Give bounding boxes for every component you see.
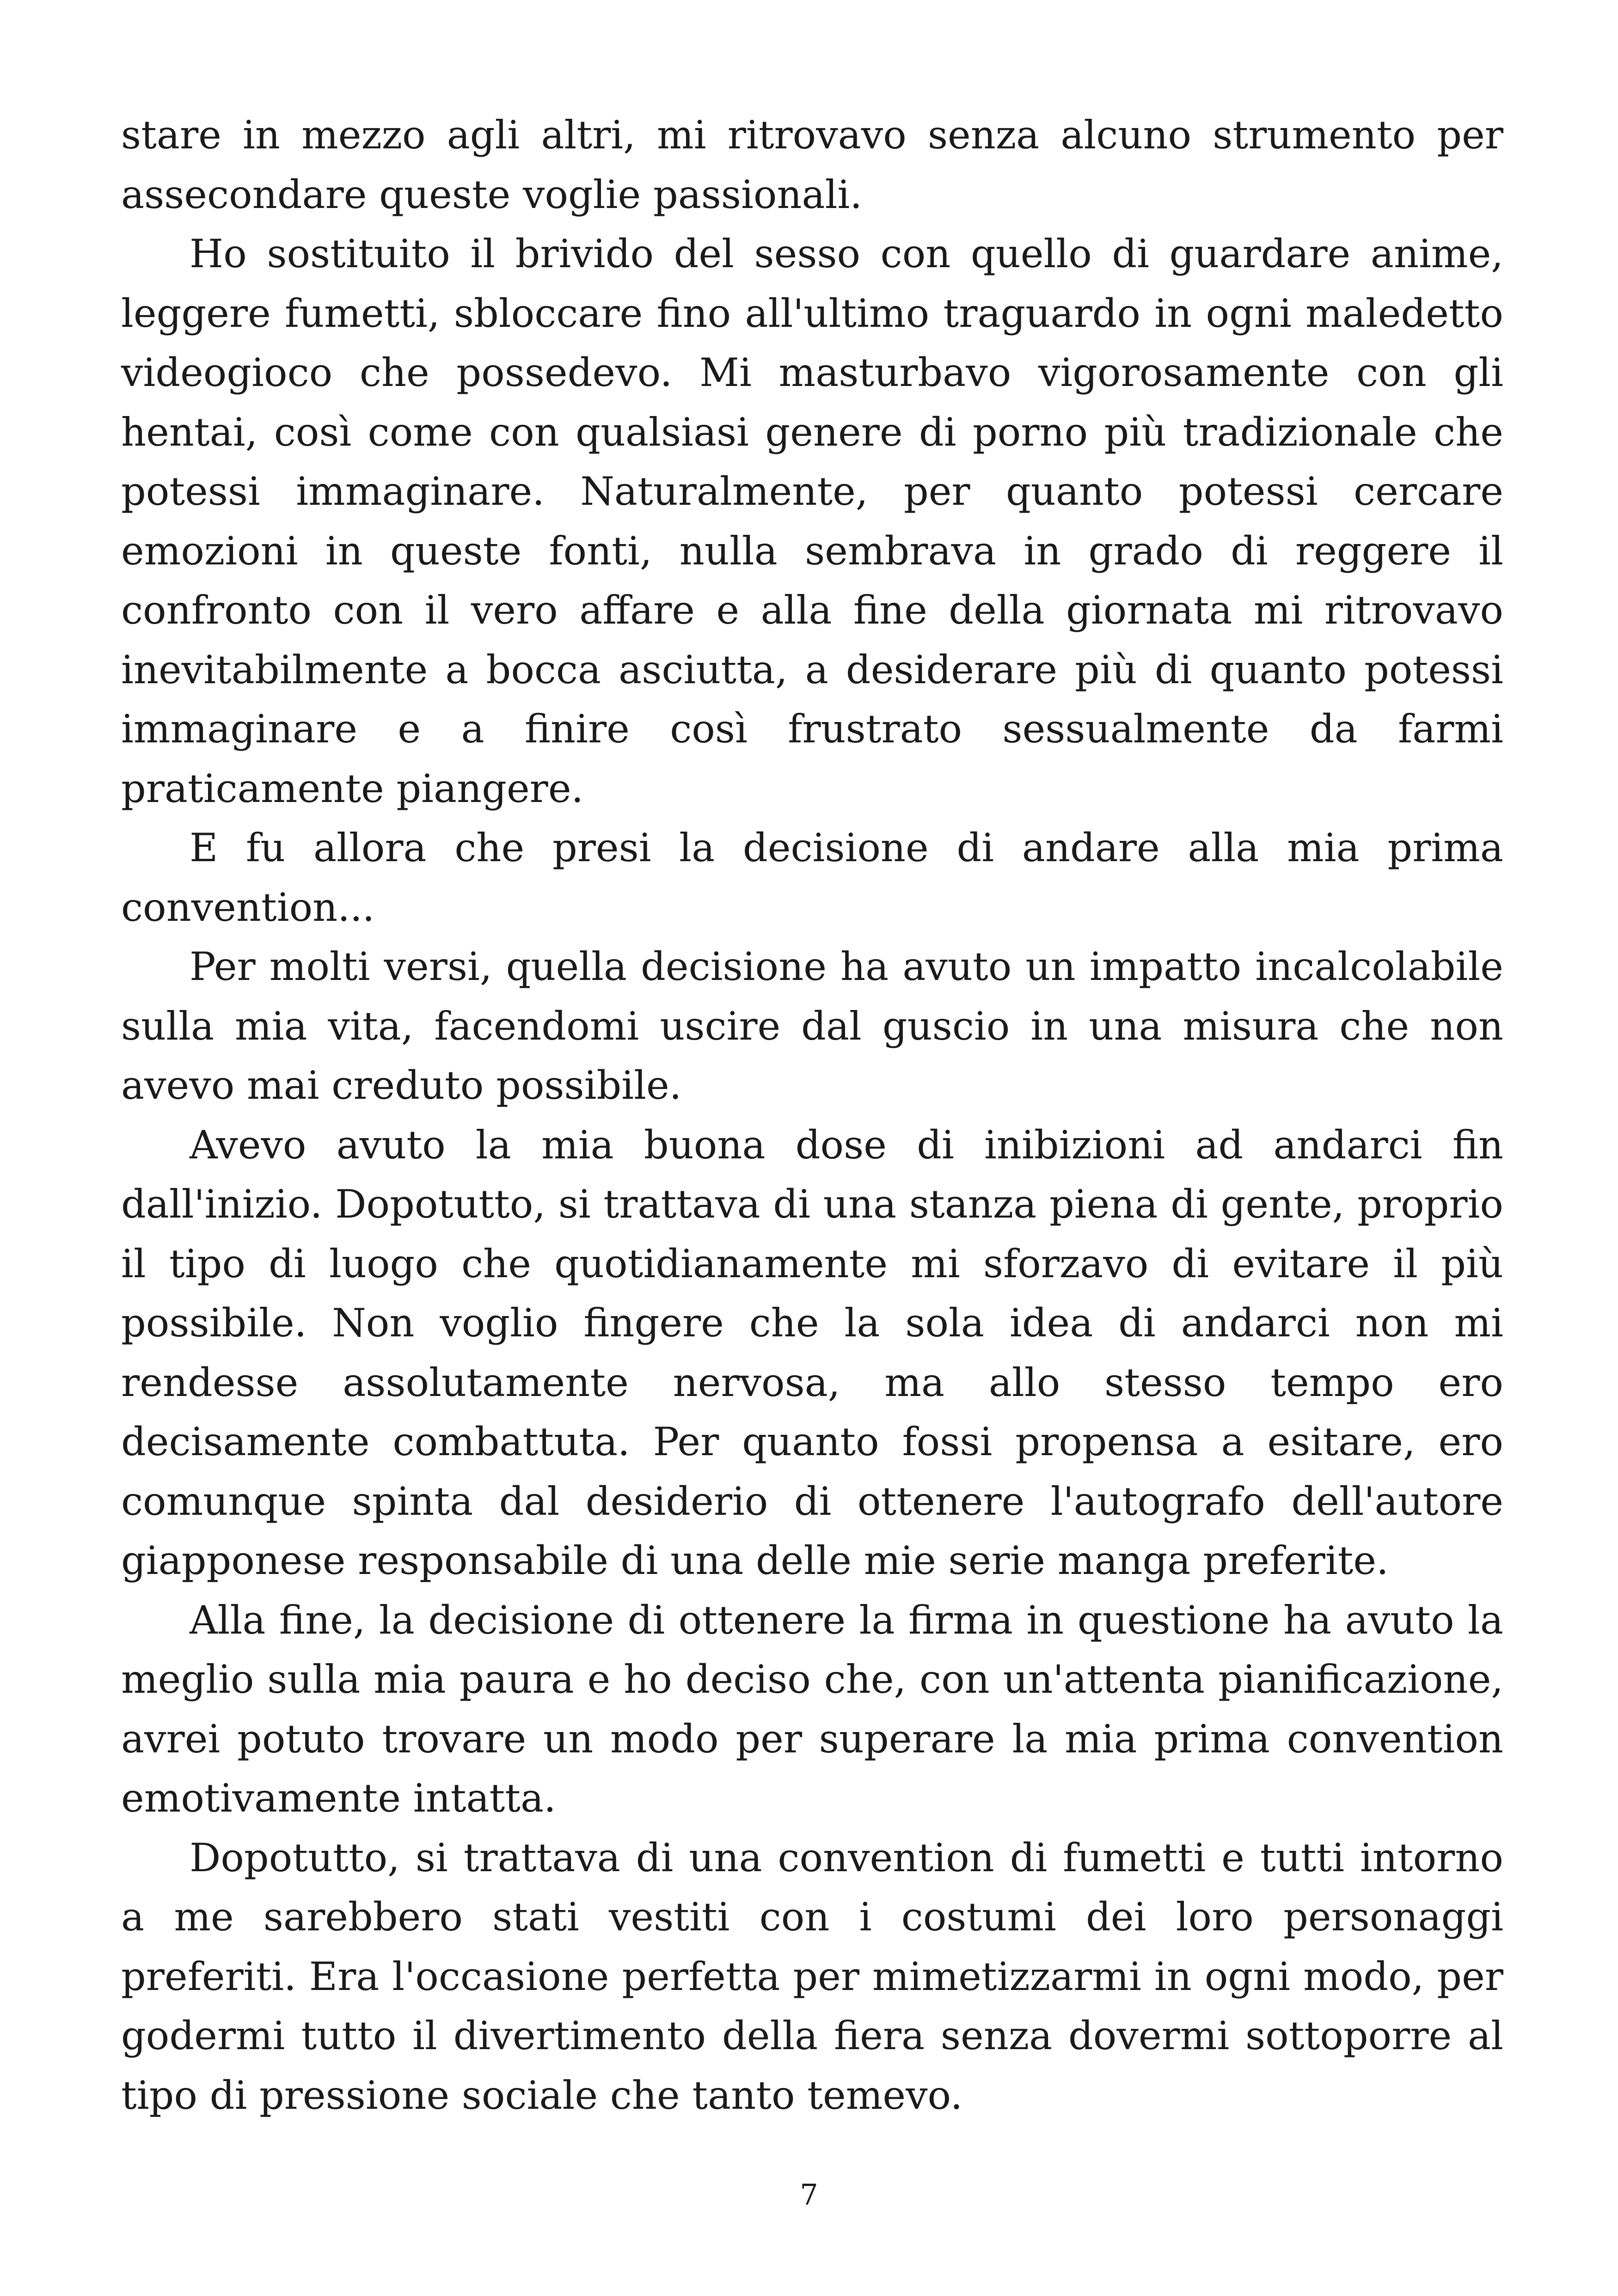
paragraph: Alla fine, la decisione di ottenere la firma in questione ha avuto la meglio sulla mia paura e ho deciso che, con un'attenta pianificazione, avrei potuto trovare un modo per superare la mia prima convention emotivamente intatta. (121, 1597, 1503, 1821)
page-number: 7 (800, 2178, 818, 2211)
paragraph-continuation: stare in mezzo agli altri, mi ritrovavo senza alcuno strumento per assecondare queste voglie passionali. (121, 112, 1503, 217)
paragraph: Per molti versi, quella decisione ha avuto un impatto incalcolabile sulla mia vita, facendomi uscire dal guscio in una misura che non avevo mai creduto possibile. (121, 944, 1503, 1108)
paragraph: E fu allora che presi la decisione di andare alla mia prima convention... (121, 825, 1503, 930)
paragraph: Ho sostituito il brivido del sesso con quello di guardare anime, leggere fumetti, sbloccare fino all'ultimo traguardo in ogni maledetto videogioco che possedevo. Mi masturbavo vigorosamente con gli hentai, così come con qualsiasi genere di porno più tradizionale che potessi immaginare. Naturalmente, per quanto potessi cercare emozioni in queste fonti, nulla sembrava in grado di reggere il confronto con il vero affare e alla fine della giornata mi ritrovavo inevitabilmente a bocca asciutta, a desiderare più di quanto potessi immaginare e a finire così frustrato sessualmente da farmi praticamente piangere. (121, 231, 1503, 811)
page-body (121, 105, 1503, 2125)
paragraph: Dopotutto, si trattava di una convention di fumetti e tutti intorno a me sarebbero stati vestiti con i costumi dei loro personaggi preferiti. Era l'occasione perfetta per mimetizzarmi in ogni modo, per godermi tutto il divertimento della fiera senza dovermi sottoporre al tipo di pressione sociale che tanto temevo. (121, 1835, 1503, 2118)
paragraph: Avevo avuto la mia buona dose di inibizioni ad andarci fin dall'inizio. Dopotutto, si trattava di una stanza piena di gente, proprio il tipo di luogo che quotidianamente mi sforzavo di evitare il più possibile. Non voglio fingere che la sola idea di andarci non mi rendesse assolutamente nervosa, ma allo stesso tempo ero decisamente combattuta. Per quanto fossi propensa a esitare, ero comunque spinta dal desiderio di ottenere l'autografo dell'autore giapponese responsabile di una delle mie serie manga preferite. (121, 1122, 1503, 1583)
